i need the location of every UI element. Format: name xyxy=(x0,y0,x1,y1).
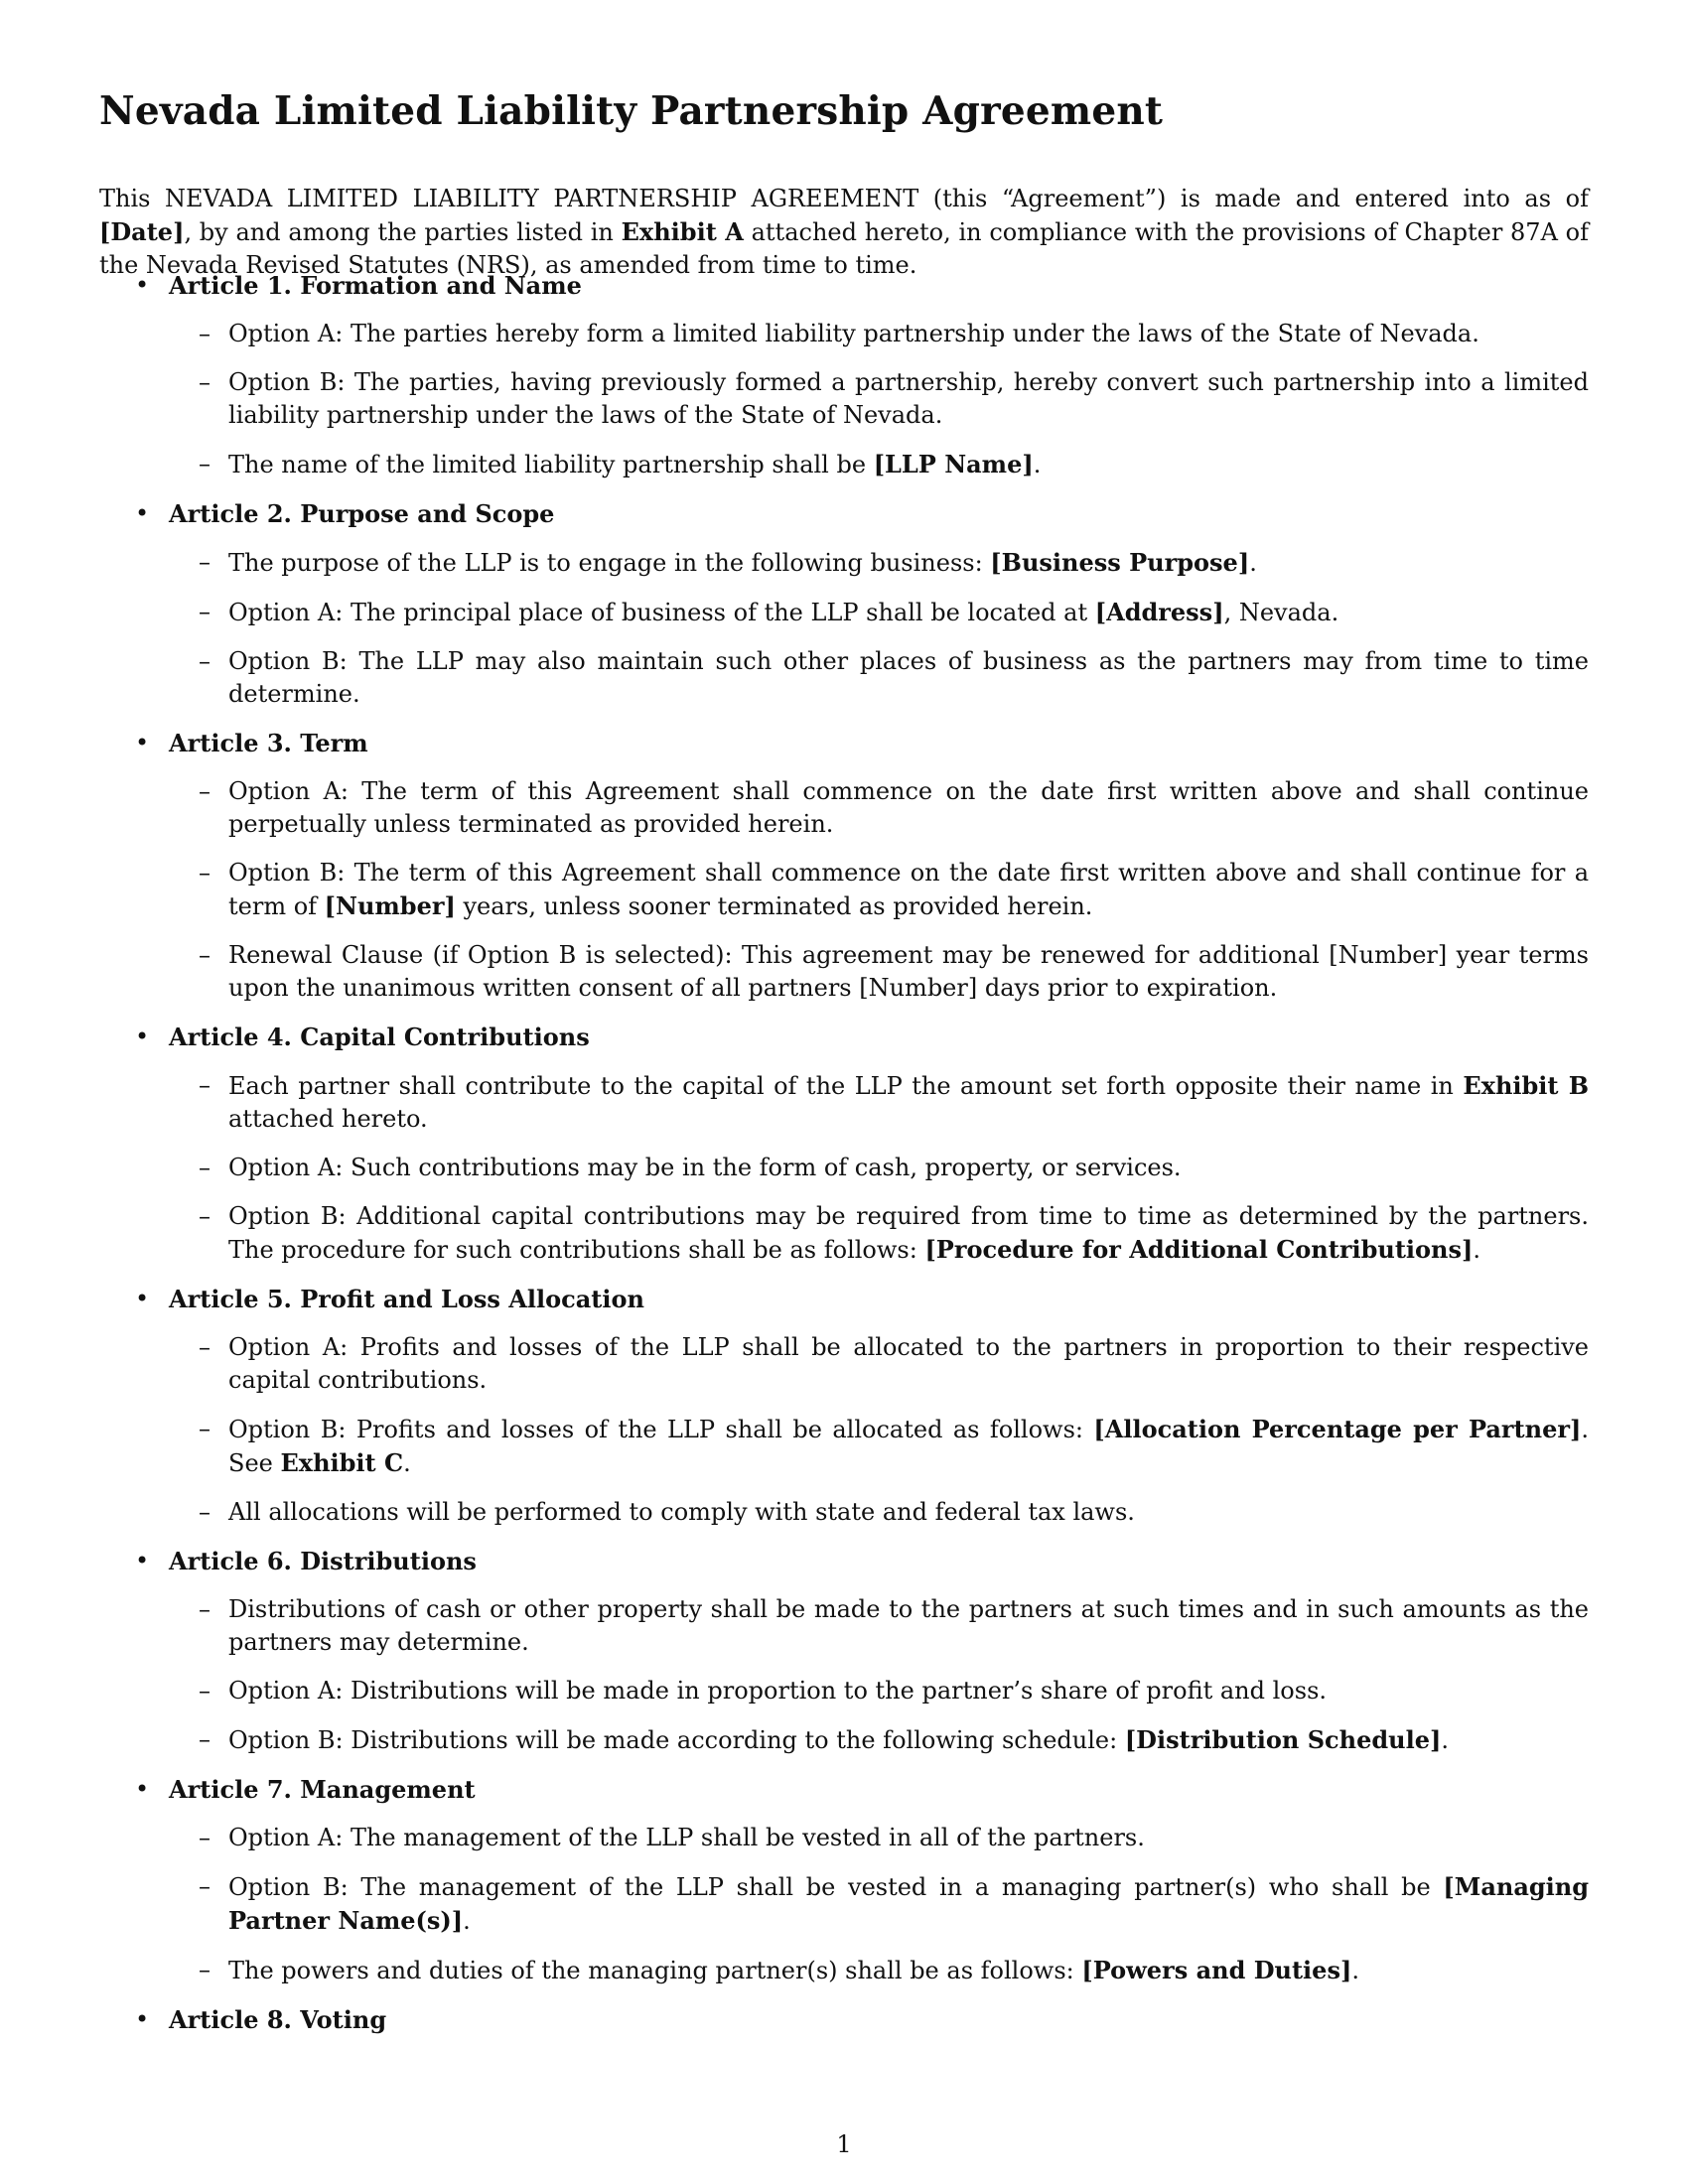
managing-partner-placeholder: [Managing Partner Name(s)] xyxy=(228,1872,1589,1935)
item-text: . xyxy=(1441,1726,1449,1754)
article-items xyxy=(169,546,1589,711)
item-text: Option A: The management of the LLP shall be vested in all of the partners. xyxy=(228,1824,1145,1851)
dash-icon: – xyxy=(199,1595,211,1623)
bullet-icon: • xyxy=(135,729,150,756)
item-text: Option A: Distributions will be made in proportion to the partner’s share of profit and loss. xyxy=(228,1677,1328,1705)
allocation-placeholder: [Allocation Percentage per Partner] xyxy=(1093,1415,1582,1443)
article-7 xyxy=(99,1773,1589,1987)
dash-icon: – xyxy=(199,1333,211,1361)
bullet-icon: • xyxy=(135,499,150,527)
article-title: Article 5. Profit and Loss Allocation xyxy=(169,1285,644,1313)
dash-icon: – xyxy=(199,548,211,576)
article-title: Article 8. Voting xyxy=(169,2005,387,2034)
article-title: Article 7. Management xyxy=(169,1775,476,1804)
item-text: Option B: The parties, having previously formed a partnership, hereby convert such partnership into a limited liability partnership under the laws of the State of Nevada. xyxy=(228,368,1589,429)
llp-name-placeholder: [LLP Name] xyxy=(873,450,1034,478)
dash-icon: – xyxy=(199,598,211,625)
distribution-schedule-placeholder: [Distribution Schedule] xyxy=(1124,1725,1442,1754)
dash-icon: – xyxy=(199,941,211,969)
list-item xyxy=(169,1675,1589,1707)
dash-icon: – xyxy=(199,320,211,347)
bullet-icon: • xyxy=(135,271,150,299)
item-text: , Nevada. xyxy=(1223,599,1339,626)
item-text: Option A: The principal place of business of the LLP shall be located at xyxy=(228,599,1095,626)
dash-icon: – xyxy=(199,1071,211,1099)
item-text: Option B: The management of the LLP shall be vested in a managing partner(s) who shall be xyxy=(228,1873,1444,1901)
article-6 xyxy=(99,1545,1589,1757)
item-text: Option B: Profits and losses of the LLP shall be allocated as follows: xyxy=(228,1416,1094,1443)
article-title: Article 2. Purpose and Scope xyxy=(169,499,555,528)
article-3 xyxy=(99,727,1589,1005)
bullet-icon: • xyxy=(135,1285,150,1312)
item-text: Distributions of cash or other property shall be made to the partners at such times and in such amounts as the partners may determine. xyxy=(228,1595,1589,1656)
item-text: . xyxy=(403,1449,411,1477)
date-placeholder: [Date] xyxy=(99,217,185,246)
article-title: Article 3. Term xyxy=(169,729,368,757)
list-item xyxy=(169,596,1589,629)
item-text: All allocations will be performed to comply with state and federal tax laws. xyxy=(228,1498,1135,1526)
article-items xyxy=(169,775,1589,1005)
item-text: attached hereto. xyxy=(228,1105,428,1133)
document-title: Nevada Limited Liability Partnership Agreement xyxy=(99,88,1164,134)
list-item xyxy=(169,546,1589,580)
list-item xyxy=(169,1870,1589,1938)
list-item xyxy=(169,1152,1589,1184)
item-text: . xyxy=(1033,451,1042,478)
dash-icon: – xyxy=(199,1872,211,1900)
dash-icon: – xyxy=(199,450,211,478)
dash-icon: – xyxy=(199,1415,211,1442)
intro-text: , by and among the parties listed in xyxy=(184,218,622,246)
item-text: Option A: Such contributions may be in the form of cash, property, or services. xyxy=(228,1154,1182,1181)
bullet-icon: • xyxy=(135,2005,150,2033)
article-items xyxy=(169,318,1589,481)
dash-icon: – xyxy=(199,1498,211,1526)
article-title: Article 6. Distributions xyxy=(169,1547,477,1575)
item-text: Each partner shall contribute to the capital of the LLP the amount set forth opposite their name in xyxy=(228,1072,1464,1100)
dash-icon: – xyxy=(199,777,211,805)
bullet-icon: • xyxy=(135,1775,150,1803)
powers-duties-placeholder: [Powers and Duties] xyxy=(1081,1956,1352,1984)
article-title: Article 1. Formation and Name xyxy=(169,271,582,300)
bullet-icon: • xyxy=(135,1547,150,1574)
item-text: The powers and duties of the managing partner(s) shall be as follows: xyxy=(228,1957,1082,1984)
list-item xyxy=(169,1331,1589,1397)
intro-text: This NEVADA LIMITED LIABILITY PARTNERSHIP AGREEMENT (this “Agreement”) is made and entered into as of xyxy=(99,185,1589,212)
item-text: Option A: The term of this Agreement shall commence on the date first written above and shall continue perpetually unless terminated as provided herein. xyxy=(228,777,1589,838)
list-item xyxy=(169,645,1589,711)
item-text: . xyxy=(1249,549,1257,577)
article-1 xyxy=(99,269,1589,481)
intro-text: attached hereto, in compliance with the provisions of Chapter 87A of the Nevada Revised Statutes (NRS), as amended from time to time. xyxy=(99,218,1589,279)
dash-icon: – xyxy=(199,1824,211,1851)
item-text: Option B: The term of this Agreement shall commence on the date first written above and shall continue for a term of xyxy=(228,859,1589,920)
item-text: Option A: The parties hereby form a limited liability partnership under the laws of the State of Nevada. xyxy=(228,320,1479,347)
list-item xyxy=(169,1822,1589,1854)
item-text: . xyxy=(1473,1236,1480,1264)
dash-icon: – xyxy=(199,368,211,396)
dash-icon: – xyxy=(199,1154,211,1181)
list-item xyxy=(169,1069,1589,1136)
article-list xyxy=(99,269,1589,2050)
list-item xyxy=(169,1200,1589,1267)
list-item xyxy=(169,1723,1589,1757)
dash-icon: – xyxy=(199,647,211,675)
article-2 xyxy=(99,497,1589,711)
number-placeholder: [Number] xyxy=(324,891,456,920)
address-placeholder: [Address] xyxy=(1094,598,1224,626)
article-title: Article 4. Capital Contributions xyxy=(169,1023,590,1051)
dash-icon: – xyxy=(199,859,211,887)
item-text: Renewal Clause (if Option B is selected): This agreement may be renewed for additional [Number] year terms upon the unanimous written consent of all partners [Number] days prior to expiration. xyxy=(228,941,1589,1002)
item-text: The name of the limited liability partnership shall be xyxy=(228,451,874,478)
item-text: . See xyxy=(228,1416,1589,1477)
article-items xyxy=(169,1593,1589,1757)
exhibit-b-reference: Exhibit B xyxy=(1463,1071,1589,1100)
list-item xyxy=(169,366,1589,432)
article-items xyxy=(169,1822,1589,1987)
bullet-icon: • xyxy=(135,1023,150,1050)
item-text: The purpose of the LLP is to engage in the following business: xyxy=(228,549,991,577)
list-item xyxy=(169,1496,1589,1529)
item-text: . xyxy=(463,1907,471,1935)
item-text: Option B: The LLP may also maintain such other places of business as the partners may from time to time determine. xyxy=(228,647,1589,708)
dash-icon: – xyxy=(199,1677,211,1705)
item-text: . xyxy=(1351,1957,1359,1984)
procedure-placeholder: [Procedure for Additional Contributions] xyxy=(924,1235,1474,1264)
article-8 xyxy=(99,2003,1589,2036)
list-item xyxy=(169,775,1589,841)
dash-icon: – xyxy=(199,1202,211,1230)
item-text: Option B: Additional capital contributions may be required from time to time as determined by the partners. The procedure for such contributions shall be as follows: xyxy=(228,1202,1589,1264)
dash-icon: – xyxy=(199,1956,211,1983)
business-purpose-placeholder: [Business Purpose] xyxy=(990,548,1250,577)
item-text: Option A: Profits and losses of the LLP shall be allocated to the partners in proportion to their respective capital contributions. xyxy=(228,1333,1589,1394)
article-5 xyxy=(99,1283,1589,1529)
intro-paragraph xyxy=(99,183,1589,282)
list-item xyxy=(169,857,1589,923)
article-4 xyxy=(99,1021,1589,1267)
list-item xyxy=(169,939,1589,1005)
page-number: 1 xyxy=(836,2130,852,2158)
article-items xyxy=(169,1069,1589,1267)
document-page xyxy=(99,0,1589,2184)
article-items xyxy=(169,1331,1589,1529)
list-item xyxy=(169,1413,1589,1480)
item-text: years, unless sooner terminated as provided herein. xyxy=(455,892,1093,920)
list-item xyxy=(169,448,1589,481)
list-item xyxy=(169,1593,1589,1659)
list-item xyxy=(169,318,1589,350)
exhibit-a-reference: Exhibit A xyxy=(621,217,744,246)
exhibit-c-reference: Exhibit C xyxy=(280,1448,404,1477)
dash-icon: – xyxy=(199,1725,211,1753)
list-item xyxy=(169,1954,1589,1987)
item-text: Option B: Distributions will be made according to the following schedule: xyxy=(228,1726,1125,1754)
